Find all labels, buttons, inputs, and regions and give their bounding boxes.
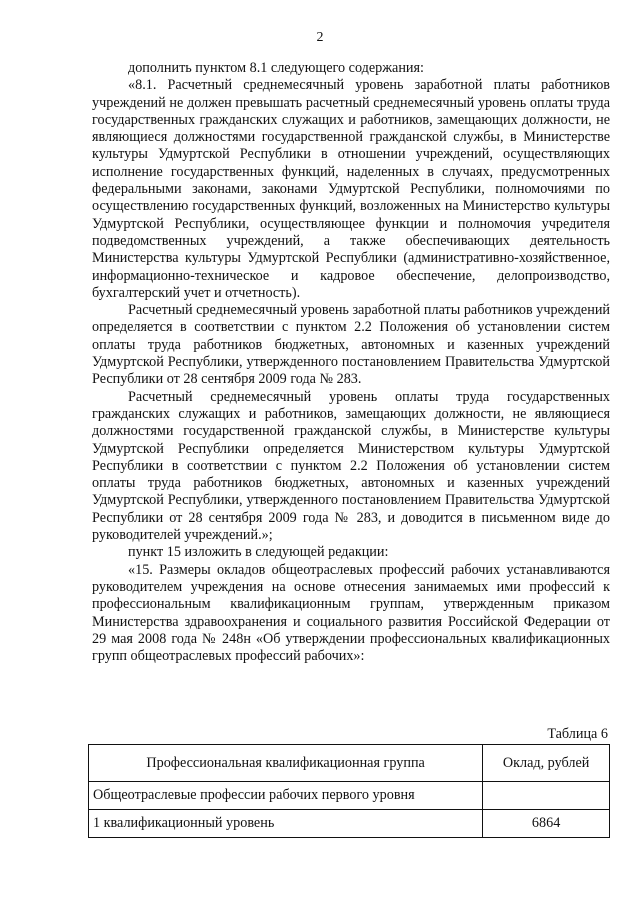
table-header-row	[89, 745, 610, 782]
table-row	[89, 782, 610, 810]
paragraph-clause-15-intro: пункт 15 изложить в следующей редакции:	[128, 544, 389, 561]
paragraph-clause-15: «15. Размеры окладов общеотраслевых профессий рабочих устанавливаются руководителем учреждения на основе отнесения занимаемых ими профессий к профессиональным квалификационным группам, утвержденным приказом Министерства здравоохранения и социального развития Российской Федерации от 29 мая 2008 года № 248н «Об утверждении профессиональных квалификационных групп общеотраслевых профессий рабочих»:	[92, 561, 610, 665]
salary-table	[88, 744, 610, 838]
page-number: 2	[316, 30, 324, 45]
paragraph-civil-servants-level: Расчетный среднемесячный уровень оплаты труда государственных гражданских служащих и работников, замещающих должности, не являющиеся должностями государственной гражданской службы, в Министерстве культуры Удмуртской Республики определяется Министерством культуры Удмуртской Республики в соответствии с пунктом 2.2 Положения об установлении систем оплаты труда работников бюджетных, автономных и казенных учреждений Удмуртской Республики, утвержденного постановлением Правительства Удмуртской Республики от 28 сентября 2009 года № 283, и доводится в письменном виде до руководителей учреждений.»;	[92, 388, 610, 544]
table-cell-group: Общеотраслевые профессии рабочих первого уровня	[89, 782, 483, 810]
table-row	[89, 810, 610, 838]
paragraph-salary-level: Расчетный среднемесячный уровень заработной платы работников учреждений определяется в соответствии с пунктом 2.2 Положения об установлении систем оплаты труда работников бюджетных, автономных и казенных учреждений Удмуртской Республики, утвержденного постановлением Правительства Удмуртской Республики от 28 сентября 2009 года № 283.	[92, 302, 610, 388]
paragraph-intro: дополнить пунктом 8.1 следующего содержания:	[128, 60, 424, 76]
table-cell-salary	[483, 782, 610, 810]
column-header-salary: Оклад, рублей	[483, 745, 610, 782]
paragraph-clause-8-1: «8.1. Расчетный среднемесячный уровень заработной платы работников учреждений не должен превышать расчетный среднемесячный уровень оплаты труда государственных гражданских служащих и работников, замещающих должности, не являющиеся должностями государственной гражданской службы, в Министерстве культуры Удмуртской Республики в отношении учреждений, осуществляющих исполнение государственных функций, наделенных в случаях, предусмотренных федеральными законами, законами Удмуртской Республики, полномочиями по осуществлению государственных функций, возложенных на Министерство культуры Удмуртской Республики, осуществляющее функции и полномочия учредителя подведомственных учреждений, а также обеспечивающих деятельность Министерства культуры Удмуртской Республики (административно-хозяйственное, информационно-техническое и кадровое обеспечение, делопроизводство, бухгалтерский учет и отчетность).	[92, 77, 610, 301]
column-header-group: Профессиональная квалификационная группа	[89, 745, 483, 782]
table-cell-salary: 6864	[483, 810, 610, 838]
table-cell-group: 1 квалификационный уровень	[89, 810, 483, 838]
document-body	[92, 60, 610, 665]
table-caption: Таблица 6	[547, 726, 608, 742]
